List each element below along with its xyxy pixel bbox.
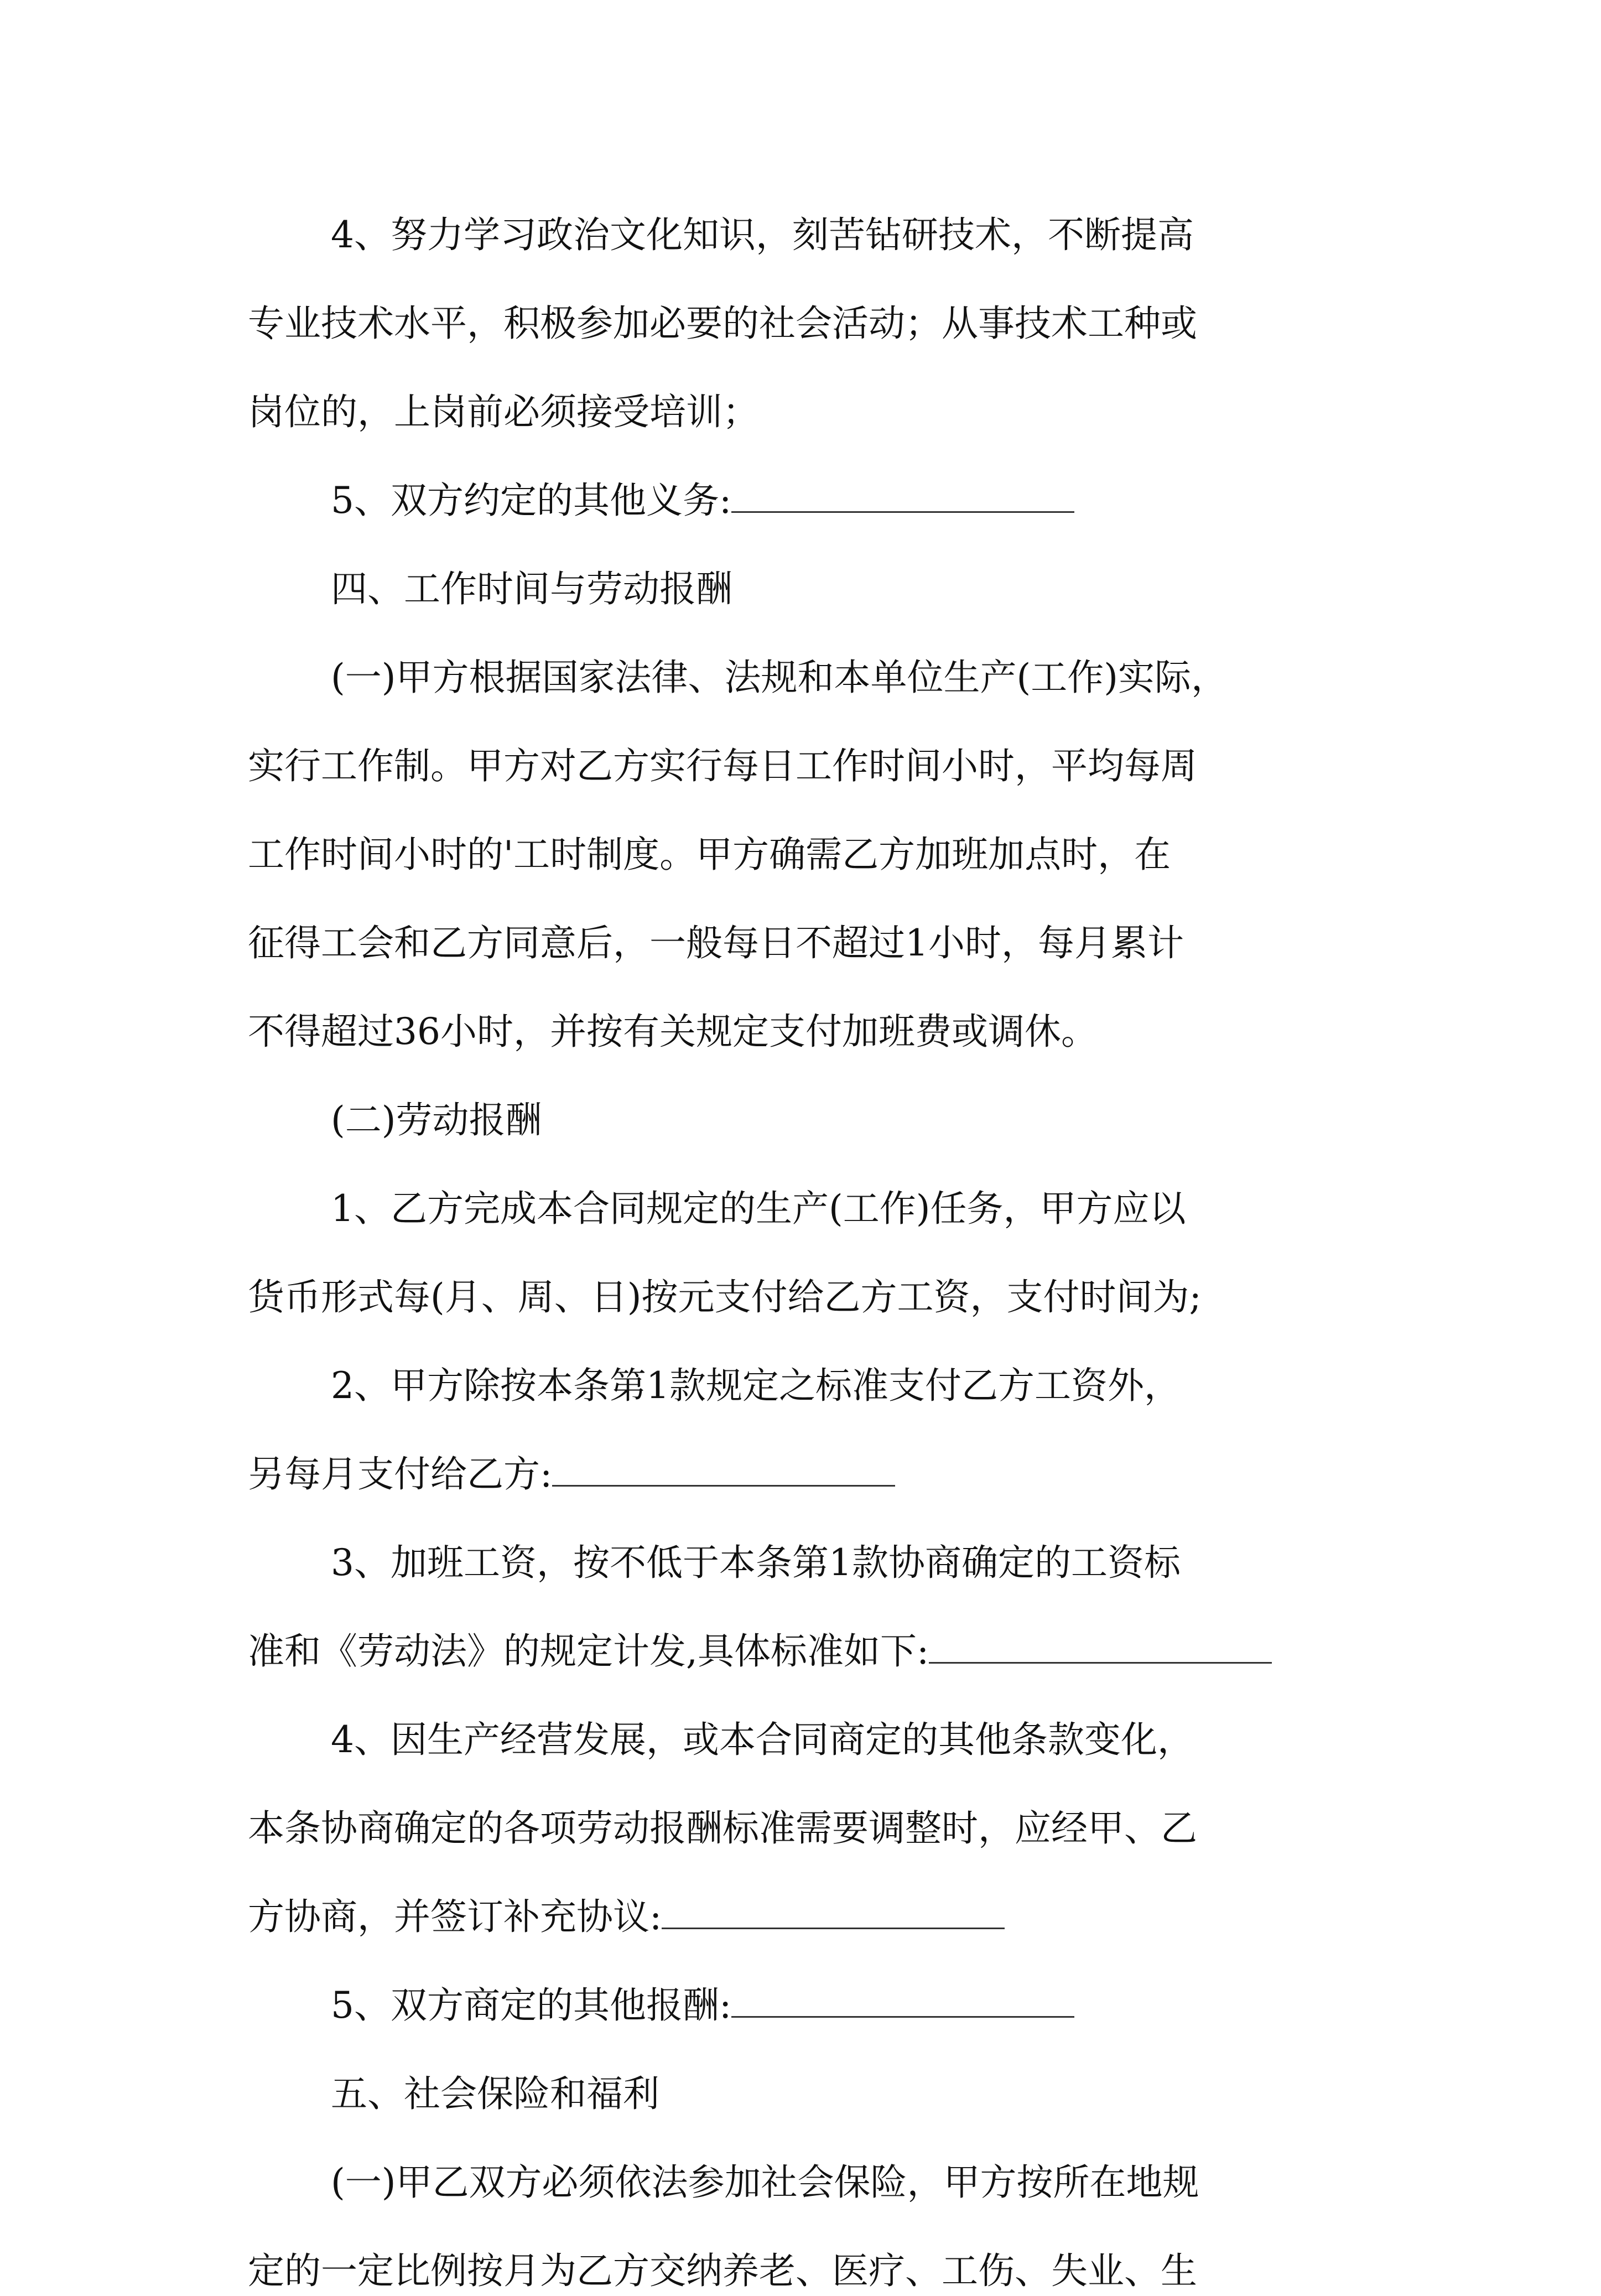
text-line	[331, 1361, 1181, 1411]
line-text: 另每月支付给乙方:	[248, 1453, 553, 1495]
text-line	[331, 210, 1194, 260]
text-line	[331, 1184, 1186, 1234]
line-text: 准和《劳动法》的规定计发,具体标准如下:	[248, 1630, 929, 1672]
fill-in-blank[interactable]	[731, 2011, 1074, 2018]
fill-in-blank[interactable]	[662, 1922, 1005, 1929]
line-text: 五、社会保险和福利	[331, 2072, 659, 2115]
text-line	[331, 1538, 1181, 1588]
line-text: 本条协商确定的各项劳动报酬标准需要调整时，应经甲、乙	[248, 1807, 1197, 1850]
section-heading	[331, 2069, 659, 2119]
text-line	[248, 918, 1184, 968]
line-text: 不得超过36小时，并按有关规定支付加班费或调休。	[248, 1010, 1098, 1053]
line-text: (一)甲方根据国家法律、法规和本单位生产(工作)实际，	[331, 656, 1228, 699]
text-line	[248, 1804, 1197, 1853]
text-line	[248, 387, 759, 437]
text-line	[248, 830, 1171, 880]
text-line	[331, 476, 1074, 526]
text-line	[331, 1715, 1194, 1765]
line-text: 1、乙方完成本合同规定的生产(工作)任务，甲方应以	[331, 1187, 1186, 1230]
line-text: 2、甲方除按本条第1款规定之标准支付乙方工资外，	[331, 1364, 1181, 1407]
line-text: 专业技术水平，积极参加必要的社会活动；从事技术工种或	[248, 302, 1197, 345]
text-line	[248, 1627, 1272, 1676]
text-line	[248, 741, 1197, 791]
line-text: 3、加班工资，按不低于本条第1款协商确定的工资标	[331, 1541, 1181, 1584]
text-line	[331, 1981, 1074, 2030]
text-line	[248, 1892, 1005, 1942]
line-text: 5、双方约定的其他义务:	[331, 479, 732, 522]
line-text: 定的一定比例按月为乙方交纳养老、医疗、工伤、失业、生	[248, 2250, 1197, 2292]
fill-in-blank[interactable]	[552, 1479, 895, 1487]
subsection-heading	[331, 1095, 542, 1145]
text-line	[248, 2246, 1197, 2296]
line-text: 工作时间小时的'工时制度。甲方确需乙方加班加点时，在	[248, 833, 1171, 876]
fill-in-blank[interactable]	[731, 506, 1074, 513]
line-text: 岗位的，上岗前必须接受培训；	[248, 391, 759, 433]
line-text: 方协商，并签订补充协议:	[248, 1895, 662, 1938]
text-line	[248, 1272, 1202, 1322]
line-text: (一)甲乙双方必须依法参加社会保险，甲方按所在地规	[331, 2161, 1199, 2204]
line-text: 实行工作制。甲方对乙方实行每日工作时间小时，平均每周	[248, 745, 1197, 787]
line-text: (二)劳动报酬	[331, 1099, 542, 1141]
line-text: 5、双方商定的其他报酬:	[331, 1984, 732, 2027]
section-heading	[331, 564, 732, 614]
line-text: 4、因生产经营发展，或本合同商定的其他条款变化，	[331, 1718, 1194, 1761]
text-line	[248, 1450, 895, 1499]
fill-in-blank[interactable]	[929, 1656, 1272, 1664]
line-text: 货币形式每(月、周、日)按元支付给乙方工资，支付时间为;	[248, 1276, 1202, 1318]
line-text: 征得工会和乙方同意后，一般每日不超过1小时，每月累计	[248, 922, 1184, 964]
line-text: 4、努力学习政治文化知识，刻苦钻研技术，不断提高	[331, 214, 1194, 256]
line-text: 四、工作时间与劳动报酬	[331, 568, 732, 610]
text-line	[331, 2158, 1199, 2207]
text-line	[248, 1007, 1098, 1057]
text-line	[331, 653, 1228, 703]
text-line	[248, 299, 1197, 349]
